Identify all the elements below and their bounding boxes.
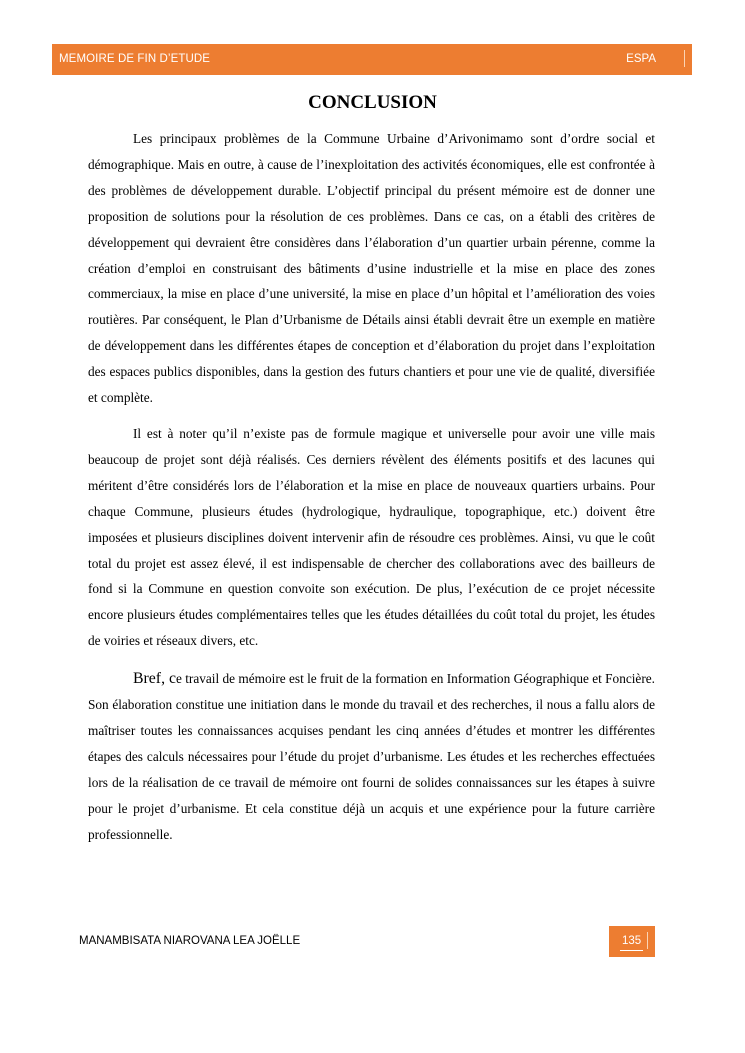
- page-number-box: [609, 926, 655, 957]
- footer-author: MANAMBISATA NIAROVANA LEA JOËLLE: [79, 935, 301, 947]
- page-number-divider: [647, 932, 648, 949]
- header-school: ESPA: [626, 53, 656, 65]
- page-number: 135: [622, 935, 642, 947]
- header-document-type: MEMOIRE DE FIN D’ETUDE: [59, 53, 211, 65]
- page-number-underline: [620, 950, 643, 951]
- header-divider: [684, 50, 685, 67]
- paragraph-3-lead: Bref, c: [133, 670, 176, 688]
- paragraph-1: Les principaux problèmes de la Commune Urbaine d’Arivonimamo sont d’ordre social et démographique. Mais en outre, à cause de l’inexploitation des activités économiques, elle est confrontée à des problèmes de développement durable. L’objectif principal du présent mémoire est de donner une proposition de solutions pour la résolution de ces problèmes. Dans ce cas, on a établi des critères de développement qui devraient être considères dans l’élaboration d’un quartier urbain pérenne, comme la création d’emploi en construisant des bâtiments d’usine industrielle et la mise en place des zones commerciaux, la mise en place d’une université, la mise en place d’un hôpital et l’amélioration des voies routières. Par conséquent, le Plan d’Urbanisme de Détails ainsi établi devrait être un exemple en matière de développement dans les différentes étapes de conception et d’élaboration du projet dans l’exploitation des espaces publics disponibles, dans la gestion des futurs chantiers et pour une vie de qualité, diversifiée et complète.: [88, 131, 655, 406]
- paragraph-3-text: e travail de mémoire est le fruit de la formation en Information Géographique et Foncière. Son élaboration constitue une initiation dans le monde du travail et des recherches, il nous a fallu alors de maîtriser toutes les connaissances acquises pendant les cinq années d’études et montrer les différentes étapes des calculs nécessaires pour l’étude du projet d’urbanisme. Les études et les recherches effectuées lors de la réalisation de ce travail de mémoire ont fourni de solides connaissances sur les étapes à suivre pour le projet d’urbanisme. Et cela constitue déjà un acquis et une expérience pour la future carrière professionnelle.: [88, 671, 655, 842]
- body-text: [88, 126, 655, 847]
- paragraph-2: Il est à noter qu’il n’existe pas de formule magique et universelle pour avoir une ville mais beaucoup de projet sont déjà réalisés. Ces derniers révèlent des éléments positifs et des lacunes qui méritent d’être considérés lors de l’élaboration et la mise en place de nouveaux quartiers urbains. Pour chaque Commune, plusieurs études (hydrologique, hydraulique, topographique, etc.) doivent être imposées et plusieurs disciplines doivent intervenir afin de résoudre ces problèmes. Ainsi, vu que le coût total du projet est assez élevé, il est indispensable de chercher des collaborations avec des bailleurs de fond si la Commune en question convoite son exécution. De plus, l’exécution de ce projet nécessite encore plusieurs études complémentaires telles que les études détaillées du coût total du projet, les études de voiries et réseaux divers, etc.: [88, 425, 655, 649]
- page-header: [52, 44, 692, 75]
- page-title: CONCLUSION: [308, 92, 437, 113]
- paragraph-3: [88, 666, 655, 847]
